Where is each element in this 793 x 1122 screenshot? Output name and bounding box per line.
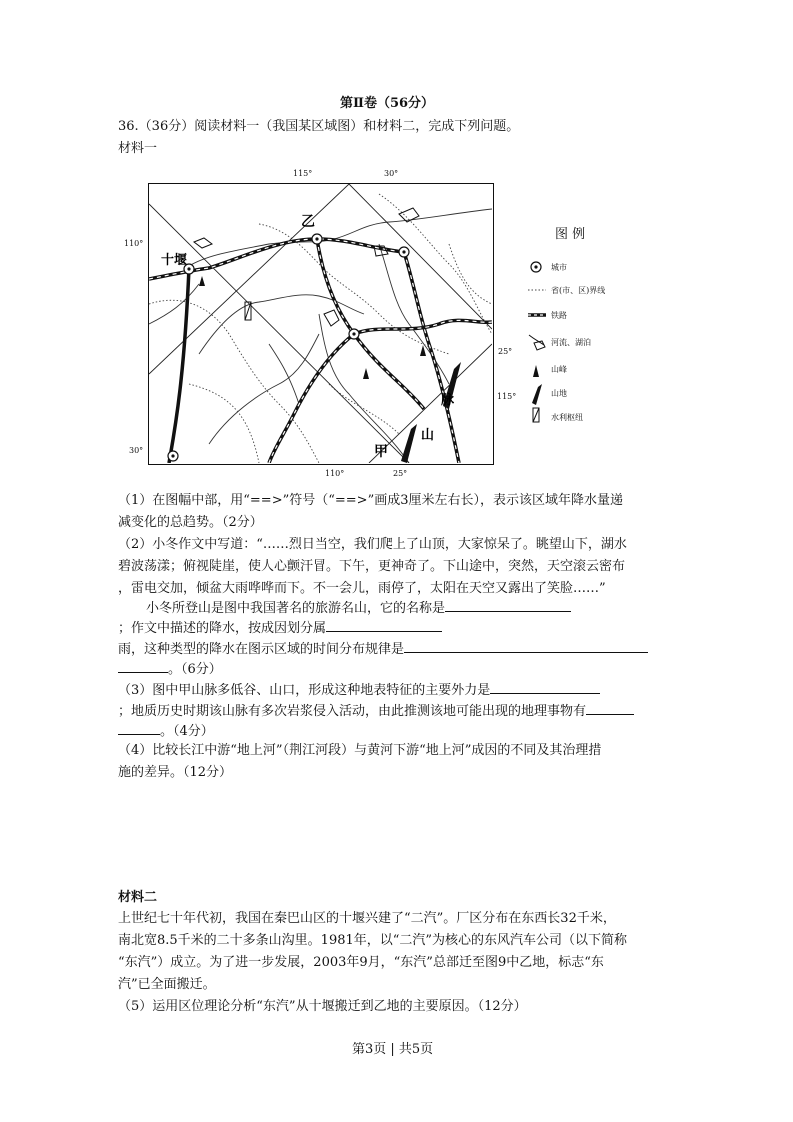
q5: （5）运用区位理论分析“东汽”从十堰搬迁到乙地的主要原因。（12分） [118,999,527,1014]
legend-label-mountain: 山地 [551,389,567,398]
material-two-line1: 上世纪七十年代初，我国在秦巴山区的十堰兴建了“二汽”。厂区分布在东西长32千米， [118,911,616,926]
question-intro: 36.（36分）阅读材料一（我国某区域图）和材料二，完成下列问题。 [118,119,520,134]
place-label-jia: 甲 [374,444,388,460]
q2-line1: （2）小冬作文中写道：“……烈日当空，我们爬上了山顶，大家惊呆了。眺望山下，湖水 [118,537,627,552]
mountain-icon [532,384,542,405]
q3-line1: （3）图中甲山脉多低谷、山口，形成这种地表特征的主要外力是 [118,679,600,701]
map-drawing [149,184,492,463]
region-map [148,183,494,465]
city-southwest [168,451,178,461]
material-two-line3: “东汽”）成立。为了进一步发展，2003年9月，“东汽”总部迁至图9中乙地，标志“东 [118,955,604,970]
material-two-line2: 南北宽8.5千米的二十多条山沟里。1981年，以“二汽”为核心的东风汽车公司（以下简称 [118,933,628,948]
q2-line6: 雨，这种类型的降水在图示区域的时间分布规律是 [118,638,648,660]
river-lake-icon [529,335,545,350]
q2-line3: ，雷电交加，倾盆大雨哗哗而下。不一会儿，雨停了，太阳在天空又露出了笑脸……” [118,581,606,596]
q1-line1: （1）在图幅中部，用“==>”符号（“==>”画成3厘米左右长），表示该区域年降水量递 [118,493,623,508]
q2-line4: 小冬所登山是图中我国著名的旅游名山，它的名称是 [146,597,571,619]
place-label-shan: 山 [421,428,435,443]
q4-line2: 施的差异。（12分） [118,765,233,780]
answer-blank-mountain-name[interactable] [445,597,571,612]
q2-line2: 碧波荡漾；俯视陡崖，使人心颤汗冒。下午，更神奇了。下山途中，突然，天空滚云密布 [118,559,626,574]
material-two-label: 材料二 [118,890,158,905]
legend-label-river-lake: 河流、湖泊 [551,338,591,347]
lat-label-30-left: 30° [129,446,144,455]
legend-label-dam: 水利枢纽 [551,413,583,422]
page-footer: 第3页 | 共5页 [352,1042,434,1057]
lat-label-110-left: 110° [124,239,144,248]
city-icon [531,262,541,272]
legend-label-peak: 山峰 [551,365,567,374]
mountain-ranges [401,362,461,463]
city-center [349,329,359,339]
place-label-yi: 乙 [301,214,315,230]
place-label-shiyan: 十堰 [161,253,188,268]
lat-label-25-right: 25° [498,347,513,356]
material-one-label: 材料一 [118,141,158,156]
q3-line2: ；地质历史时期该山脉有多次岩浆侵入活动，由此推测该地可能出现的地理事物有 [118,700,634,722]
lat-label-115-right: 115° [497,392,517,401]
answer-blank-geographic-things-cont[interactable] [118,720,160,735]
q1-line2: 减变化的总趋势。（2分） [118,515,263,530]
answer-blank-temporal-pattern[interactable] [404,638,648,653]
city-east [399,247,409,257]
city-yi [312,234,322,244]
place-label-mai: 脉 [441,393,455,408]
legend-label-boundary: 省(市、区)界线 [551,286,606,295]
answer-blank-external-force[interactable] [490,679,600,694]
lon-label-25-bottom: 25° [393,469,408,478]
answer-blank-temporal-pattern-cont[interactable] [118,658,168,673]
boundary-lines [149,194,492,463]
lon-label-110-bottom: 110° [325,469,345,478]
answer-blank-precipitation-type[interactable] [326,617,442,632]
section-title: 第Ⅱ卷（56分） [340,96,435,111]
q3-line3: 。（4分） [118,720,214,742]
lon-label-30-top: 30° [384,169,399,178]
material-two-line4: 汽”已全面搬迁。 [118,977,216,992]
lon-label-115-top: 115° [293,169,313,178]
q2-line7: 。（6分） [118,658,222,680]
legend-label-railway: 铁路 [551,311,567,320]
q4-line1: （4）比较长江中游“地上河”（荆江河段）与黄河下游“地上河”成因的不同及其治理措 [118,743,602,758]
legend-icons [526,255,548,425]
answer-blank-geographic-things[interactable] [586,700,634,715]
peak-icon [533,365,539,377]
legend-label-city: 城市 [551,263,567,272]
q2-line5: ；作文中描述的降水，按成因划分属 [118,617,442,639]
legend-title: 图 例 [555,227,586,242]
dam-icon [533,408,539,422]
